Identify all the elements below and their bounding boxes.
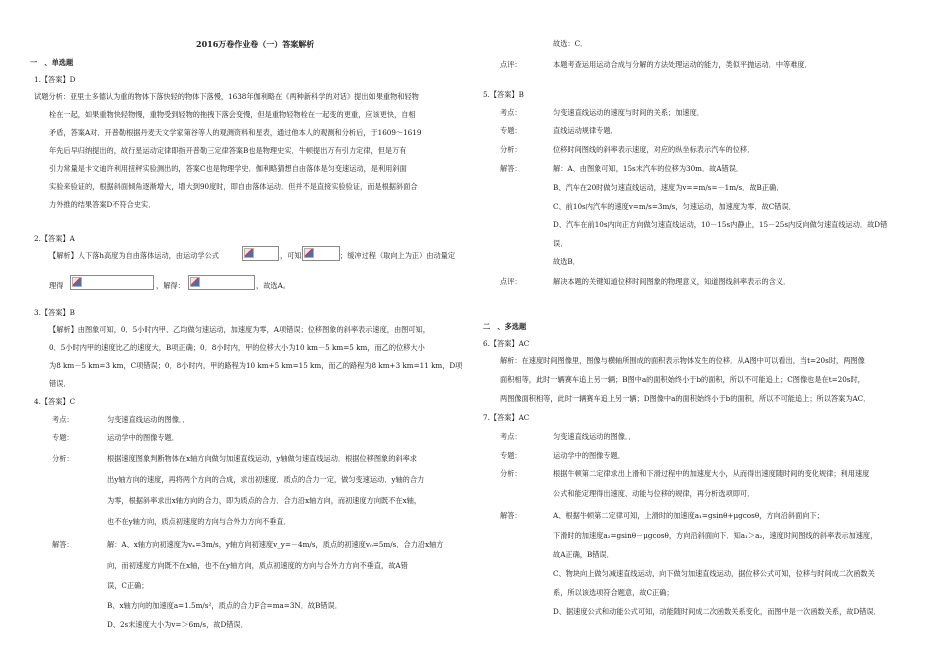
q3-answer: 3.【答案】B	[34, 308, 75, 317]
q6-line: 解析：在速度时间图像里，图像与横轴所围成的面积表示物体发生的位移．从A图中可以看出，当t=20s时，两图像	[500, 356, 865, 365]
fenxi-line: 公式和能定理得出速度、动能与位移的规律，再分析选项即可．	[553, 489, 755, 498]
q2-text: ，故选A。	[256, 281, 290, 290]
q3-line: 【解析】由图象可知，0．5小时内甲、乙均做匀速运动，加速度为零，A项错误；位移图象的斜率表示速度，由图可知，	[49, 325, 430, 334]
fenxi-line: 为零，根据斜率求出x轴方向的合力，即为质点的合力．合力沿x轴方向，而初速度方向既不在x轴，	[107, 496, 422, 505]
dianping-text: 本题考查运用运动合成与分解的方法处理运动的能力，类似平抛运动．中等难度．	[553, 60, 812, 69]
q1-line: 栓在一起，如果重物快轻物慢，重物受到轻物的拖拽下落会变慢，但是重物轻物栓在一起变的更重，应该更快，自相	[49, 110, 416, 119]
dianping-label: 点评：	[500, 60, 522, 69]
jieda-label: 解答：	[500, 511, 522, 520]
section-heading-multi-choice: 二 、多选题	[483, 322, 527, 331]
q2-text: ；缓冲过程（取向上为正）由动量定	[340, 251, 456, 260]
kaodian-label: 考点：	[52, 415, 74, 424]
section-heading-single-choice: 一 、单选题	[30, 58, 74, 67]
zhuanti-label: 专题：	[500, 451, 522, 460]
jieda-line: C、前10s内汽车的速度v=m/s=3m/s，匀速运动，加速度为零．故C错误．	[553, 202, 796, 211]
formula-image	[188, 275, 255, 290]
jieda-line: 误．	[553, 239, 568, 248]
zhuanti-label: 专题：	[500, 126, 522, 135]
zhuanti-text: 运动学中的图像专题．	[553, 451, 625, 460]
q2-text: ，可知	[280, 251, 302, 260]
fenxi-line: 根据牛顿第二定律求出上滑和下滑过程中的加速度大小，从而得出速度随时间的变化规律；利用速度	[553, 469, 870, 478]
fenxi-line: 根据速度图象判断物体在x轴方向做匀加速直线运动，y轴做匀速直线运动．根据位移图象的斜率求	[107, 454, 417, 463]
kaodian-label: 考点：	[500, 432, 522, 441]
jieda-label: 解答：	[52, 540, 74, 549]
broken-image-icon	[72, 277, 82, 287]
jieda-line: B、汽车在20时做匀速直线运动，速度为v==m/s=－1m/s．故B正确．	[553, 183, 784, 192]
jieda-line: 解：A、x轴方向初速度为vₓ=3m/s，y轴方向初速度v_y=－4m/s，质点的初速度v₀=5m/s．合力沿x轴方	[107, 540, 444, 549]
kaodian-label: 考点：	[500, 108, 522, 117]
q2-answer: 2.【答案】A	[34, 234, 75, 243]
zhuanti-text: 运动学中的图像专题．	[107, 433, 179, 442]
broken-image-icon	[304, 248, 314, 258]
dianping-text: 解决本题的关键知道位移时间图象的物理意义，知道图线斜率表示的含义．	[553, 277, 791, 286]
q7-answer: 7.【答案】AC	[483, 413, 530, 422]
jieda-line: D、汽车在前10s内向正方向做匀速直线运动，10－15s内静止，15－25s内反向做匀速直线运动．故D错	[553, 220, 888, 229]
q1-line: 年先后早归纳提出的，故行星运动定律即指开普勒三定律答案B也是物理史实．牛顿提出万有引力定律，但是万有	[49, 146, 407, 155]
q6-line: 两图像面积相等，此时一辆赛车追上另一辆；D图像中a的面积始终小于b的面积，所以不可能追上；所以答案为AC．	[500, 394, 871, 403]
q2-text: 【解析】人下落h高度为自由落体运动，由运动学公式	[49, 251, 219, 260]
q1-line: 试题分析：亚里士多德认为重的物体下落快轻的物体下落慢，1638年伽利略在《两种新科学的对话》提出如果重物和轻物	[34, 92, 419, 101]
jieda-line: 系，所以该选项符合题意，故C正确；	[553, 588, 674, 597]
jieda-line: C、物块向上做匀减速直线运动，向下做匀加速直线运动，据位移公式可知，位移与时间成二次函数关	[553, 569, 875, 578]
q6-line: 面积相等，此时一辆赛车追上另一辆；B图中a的面积始终小于b的面积，所以不可能追上；C图像也是在t=20s时，	[500, 375, 865, 384]
fenxi-label: 分析：	[500, 469, 522, 478]
q4-answer: 4.【答案】C	[34, 397, 76, 406]
page-title: 2016万卷作业卷（一）答案解析	[196, 39, 315, 49]
zhuanti-text: 直线运动规律专题．	[553, 126, 618, 135]
fenxi-label: 分析：	[52, 454, 74, 463]
q1-answer: 1.【答案】D	[34, 75, 76, 84]
q1-line: 力外推的结果答案D不符合史实．	[49, 200, 156, 209]
q3-line: 错误．	[49, 379, 71, 388]
q6-answer: 6.【答案】AC	[483, 339, 530, 348]
fenxi-line: 出y轴方向的速度，再将两个方向的合成，求出初速度．质点的合力一定，做匀变速运动．y轴的合力	[107, 475, 425, 484]
q1-line: 实验来验证的，根据斜面倾角逐渐增大，增大到90度时，即自由落体运动．但并不是直接实验验证，而是根据斜面合	[49, 182, 418, 191]
q1-line: 矛盾，答案A对．开普勒根据丹麦天文学家第谷等人的观测资料和星表，通过他本人的观测和分析后，于1609～1619	[49, 128, 422, 137]
choose-text: 故选：C．	[553, 39, 588, 48]
jieda-line: D、2s末速度大小为v=＞6m/s，故D错误．	[107, 620, 248, 629]
q5-answer: 5.【答案】B	[483, 90, 524, 99]
q3-line: 0．5小时内甲的速度比乙的速度大，B项正确；0．8小时内，甲的位移大小为10 km－5 km=5 km，而乙的位移大小	[49, 343, 425, 352]
jieda-label: 解答：	[500, 164, 522, 173]
jieda-line: 误，C正确；	[107, 581, 149, 590]
q2-text: ，解得：	[156, 281, 185, 290]
kaodian-text: 匀变速直线运动的图像．．	[107, 415, 190, 424]
jieda-line: D、据速度公式和动能公式可知，动能随时间成二次函数关系变化，而图中是一次函数关系，故D错误．	[553, 607, 881, 616]
jieda-line: 故A正确，B错误．	[553, 550, 614, 559]
jieda-line: B、x轴方向的加速度a=1.5m/s²，质点的合力F合=ma=3N．故B错误．	[107, 601, 342, 610]
fenxi-line: 也不在y轴方向，质点初速度的方向与合外力方向不垂直．	[107, 517, 291, 526]
broken-image-icon	[190, 277, 200, 287]
jieda-line: 向，而初速度方向既不在x轴，也不在y轴方向，质点初速度的方向与合外力方向不垂直，故A错	[107, 561, 408, 570]
zhuanti-label: 专题：	[52, 433, 74, 442]
formula-image	[302, 246, 340, 261]
kaodian-text: 匀变速直线运动的图像．．	[553, 432, 636, 441]
formula-image	[242, 246, 279, 261]
kaodian-text: 匀变速直线运动的速度与时间的关系；加速度．	[553, 108, 704, 117]
jieda-line: A、根据牛顿第二定律可知，上滑时的加速度a₁=gsinθ+μgcosθ，方向沿斜面向下；	[553, 511, 824, 520]
q1-line: 引力常量是卡文迪许利用扭秤实验测出的，答案C也是物理学史．伽利略猜想自由落体是匀变速运动，是利用斜面	[49, 164, 407, 173]
broken-image-icon	[244, 248, 254, 258]
q3-line: 为8 km－5 km=3 km，C项错误；0．8小时内，甲的路程为10 km+5 km=15 km，而乙的路程为8 km+3 km=11 km，D项	[49, 361, 463, 370]
fenxi-text: 位移时间图线的斜率表示速度，对应的纵坐标表示汽车的位移．	[553, 145, 755, 154]
q2-text: 理得	[49, 281, 64, 290]
jieda-line: 故选B．	[553, 257, 580, 266]
formula-image	[70, 275, 154, 290]
jieda-line: 解：A、由图象可知，15s末汽车的位移为30m．故A错误．	[553, 164, 744, 173]
jieda-line: 下滑时的加速度a₂=gsinθ－μgcosθ，方向沿斜面向下．知a₁＞a₂，速度时间图线的斜率表示加速度，	[553, 531, 878, 540]
dianping-label: 点评：	[500, 277, 522, 286]
fenxi-label: 分析：	[500, 145, 522, 154]
